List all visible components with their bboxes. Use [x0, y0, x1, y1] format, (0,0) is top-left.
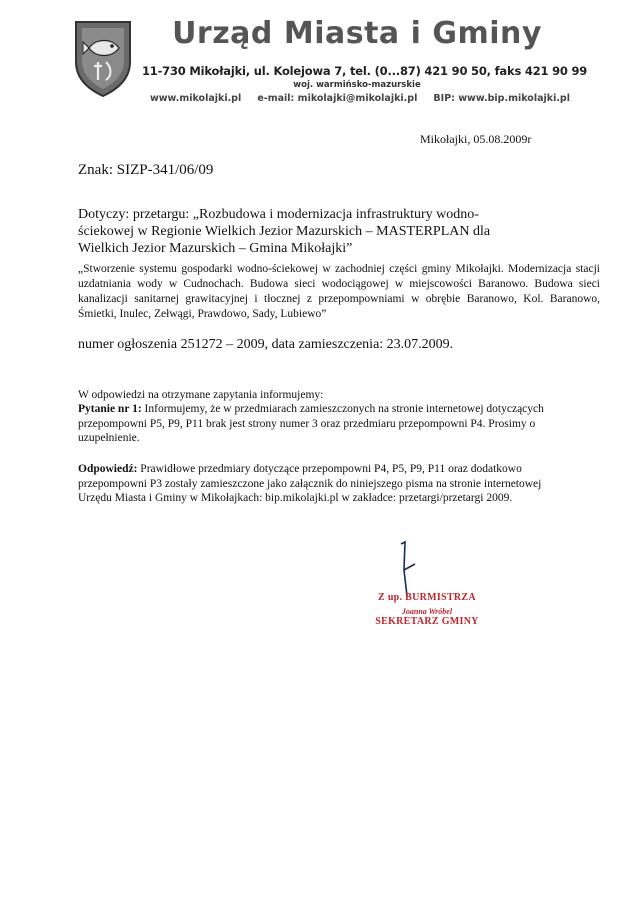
letterhead-address: 11-730 Mikołajki, ul. Kolejowa 7, tel. (0...87) 421 90 50, faks 421 90 99	[142, 64, 588, 78]
question-label: Pytanie nr 1:	[78, 403, 142, 415]
email-link[interactable]: mikolajki@mikolajki.pl	[297, 93, 418, 104]
subject-line-2: ściekowej w Regionie Wielkich Jezior Mazurskich – MASTERPLAN dla	[78, 224, 491, 239]
subject-line-1: Dotyczy: przetargu: „Rozbudowa i modernizacja infrastruktury wodno-	[78, 207, 479, 222]
email-contact	[257, 93, 417, 104]
stamp-line-2: Joanna Wróbel	[401, 607, 453, 616]
project-description: „Stworzenie systemu gospodarki wodno-ściekowej w zachodniej części gminy Mikołajki. Modernizacja stacji uzdatniania wody w Cudnochach. Budowa sieci wodociągowej w miejscowości Baranowo. Budowa sieci kanalizacji sanitarnej grawitacyjnej i tłocznej z przepompowniami w obrębie Baranowo, Kol. Baranowo, Śmietki, Inulec, Zełwągi, Prawdowo, Sady, Lubiewo”	[78, 263, 600, 320]
letterhead-contacts	[150, 93, 570, 104]
bip-link[interactable]: www.bip.mikolajki.pl	[458, 93, 570, 104]
subject-line-3: Wielkich Jezior Mazurskich – Gmina Mikołajki”	[78, 241, 353, 256]
coat-of-arms-fish-icon	[72, 18, 134, 98]
bip-label: BIP:	[433, 93, 455, 104]
notice-number: numer ogłoszenia 251272 – 2009, data zamieszczenia: 23.07.2009.	[78, 337, 454, 352]
letter-date: Mikołajki, 05.08.2009r	[420, 132, 532, 146]
question-text: Informujemy, że w przedmiarach zamieszczonych na stronie internetowej dotyczących przepompowni P5, P9, P11 brak jest strony numer 3 oraz przedmiaru przepompowni P4. Prosimy o uzupełnienie.	[78, 403, 544, 444]
handwritten-signature	[395, 540, 425, 600]
email-label: e-mail:	[257, 93, 295, 104]
reference-number: Znak: SIZP-341/06/09	[78, 162, 214, 178]
bip-contact	[433, 93, 570, 104]
answer-paragraph	[78, 462, 558, 506]
stamp-line-3: SEKRETARZ GMINY	[375, 616, 479, 627]
intro-paragraph: W odpowiedzi na otrzymane zapytania informujemy:	[78, 389, 324, 401]
letterhead-title: Urząd Miasta i Gminy	[172, 16, 542, 51]
stamp-line-1: Z up. BURMISTRZA	[378, 592, 476, 603]
subject-heading	[78, 206, 558, 257]
question-paragraph	[78, 402, 558, 446]
website-link[interactable]: www.mikolajki.pl	[150, 93, 242, 104]
answer-label: Odpowiedź:	[78, 463, 138, 475]
letterhead-voivodeship: woj. warmińsko-mazurskie	[293, 80, 421, 90]
official-stamp	[352, 592, 502, 627]
answer-text: Prawidłowe przedmiary dotyczące przepompowni P4, P5, P9, P11 oraz dodatkowo przepompowni P3 zostały zamieszczone jako załącznik do niniejszego pisma na stronie internetowej Urzędu Miasta i Gminy w Mikołajkach: bip.mikolajki.pl w zakładce: przetargi/przetargi 2009.	[78, 463, 542, 504]
